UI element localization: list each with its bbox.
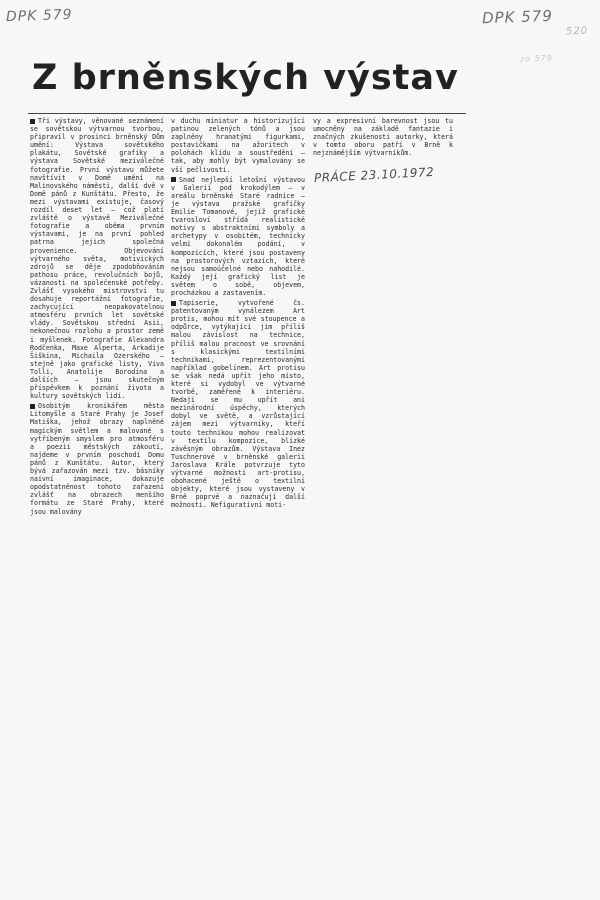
handwritten-number: 520 (565, 25, 589, 38)
paragraph-text: v duchu miniatur a historizující patinou zelených tónů a jsou zaplněny hranatými figurkami, postavičkami na ažoritech v polohách klidu a soustředění — tak, aby mohly být vymalovány se vší pečlivostí. (171, 117, 305, 174)
paragraph-bullet (30, 119, 35, 124)
paragraph-text: Tři výstavy, věnované seznámení se sovětskou výtvarnou tvorbou, připravil v prosinci brněnský Dům umění: Výstava sovětského plakátu, Sovětské grafiky a výstava Sovětské meziválečné fotografie. První výstavu můžete navštívit v Domě umění na Malinovského náměstí, další dvě v Domě pánů z Kunštátu. Přesto, že mezi výstavami existuje, časový rozdíl deset let — což platí zvláště o výstavě Meziválečné fotografie a oběma prvním výstavami, je na první pohled patrna jejich společná provenience. Objevování výtvarného světa, motivických zdrojů se děje zpodobňováním pathosu práce, revolučních bojů, vázanosti na společenské potřeby. Zvlášť vysokého mistrovství tu dosahuje reportážní fotografie, zachycující neopakovatelnou atmosféru prvních let sovětské vlády. Sovětskou střední Asii, nekonečnou rozlohu a prostor země i myšlenek. Fotografie Alexandra Rodčenka, Maxe Alperta, Arkadije Šiškina, Michaila Ozerského — stejně jako grafické listy, Viva Tolli, Anatolije Borodina a dalších — jsou skutečným příspěvkem k poznání života a kultury sovětských lidí. (30, 117, 164, 401)
paragraph (313, 117, 453, 157)
paragraph-text: Snad nejlepší letošní výstavou v Galerii pod krokodýlem — v areálu brněnské Staré radnice — je výstava pražské grafičky Emilie Tomanové, jejíž grafické tvarosloví střídá realistické motivy s abstraktními symboly a archetypy v osobitém, technicky velmi dokonalém podání, v kompozicích, které jsou postaveny na prostorových vztazích, které nejsou samoúčelné nebo nahodilé. Každý její grafický list je světem o sobě, objevem, procházkou a zastavením. (171, 175, 305, 297)
faint-handwriting: zo 579 (519, 53, 554, 64)
paragraph-text: vy a expresivní barevnost jsou tu umocněny na základě fantazie i značných zkušeností autorky, která v tomto oboru patří v Brně k nejznámějším výtvarníkům. (313, 117, 453, 158)
paragraph (171, 299, 305, 509)
article-column-2 (171, 117, 305, 512)
paragraph-text: Osobitým kronikářem města Litomyšle a Staré Prahy je Josef Matiška, jehož obrazy naplněné magickým světlem a malované s vytříbeným smyslem pro atmosféru a poezii městských zákoutí, najdeme v prvním poschodí Domu pánů z Kunštátu. Autor, který bývá zařazován mezi tzv. básníky naivní imaginace, dokazuje opodstatněnost tohoto zařazení zvlášť na obrazech menšího formátu ze Staré Prahy, které jsou malovány (30, 402, 164, 516)
paragraph (171, 176, 305, 297)
paragraph-bullet (171, 301, 176, 306)
article-headline: Z brněnských výstav (32, 58, 459, 98)
paragraph (171, 117, 305, 174)
paragraph-text: Tapiserie, vytvořené čs. patentovaným vynálezem Art protis, mohou mít své stoupence a odpůrce, vytýkající jim příliš malou závislost na technice, příliš malou pracnost ve srovnání s klasickými textilními technikami, reprezentovanými například gobelínem. Art protisu se však nedá upřít jeho místo, které si vydobyl ve výtvarné tvorbě, zaměřené k interiéru. Nedají se mu upřít ani mezinárodní úspěchy, kterých dobyl ve světě, a vzrůstající zájem mezi výtvarníky, kteří touto technikou mohou realizovat v textilu kompozice, blízké závěsným obrazům. Výstava Inez Tuschnerové v brněnské galerii Jaroslava Krále potvrzuje tyto výtvarné možnosti art-protisu, obohacené ještě o textilní objekty, které jsou vystaveny v Brně poprvé a naznačují další možnosti. Nefigurativní moti- (171, 299, 305, 510)
paragraph (30, 117, 164, 400)
handwritten-archive-code: DPK 579 (5, 6, 73, 26)
article-column-1 (30, 117, 164, 518)
paragraph-bullet (30, 404, 35, 409)
handwritten-archive-code-right: DPK 579 (481, 6, 554, 28)
handwritten-date-stamp: PRÁCE 23.10.1972 (313, 164, 435, 186)
article-column-3 (313, 117, 453, 159)
headline-rule (28, 113, 466, 114)
paragraph-bullet (171, 177, 176, 182)
paragraph (30, 402, 164, 515)
